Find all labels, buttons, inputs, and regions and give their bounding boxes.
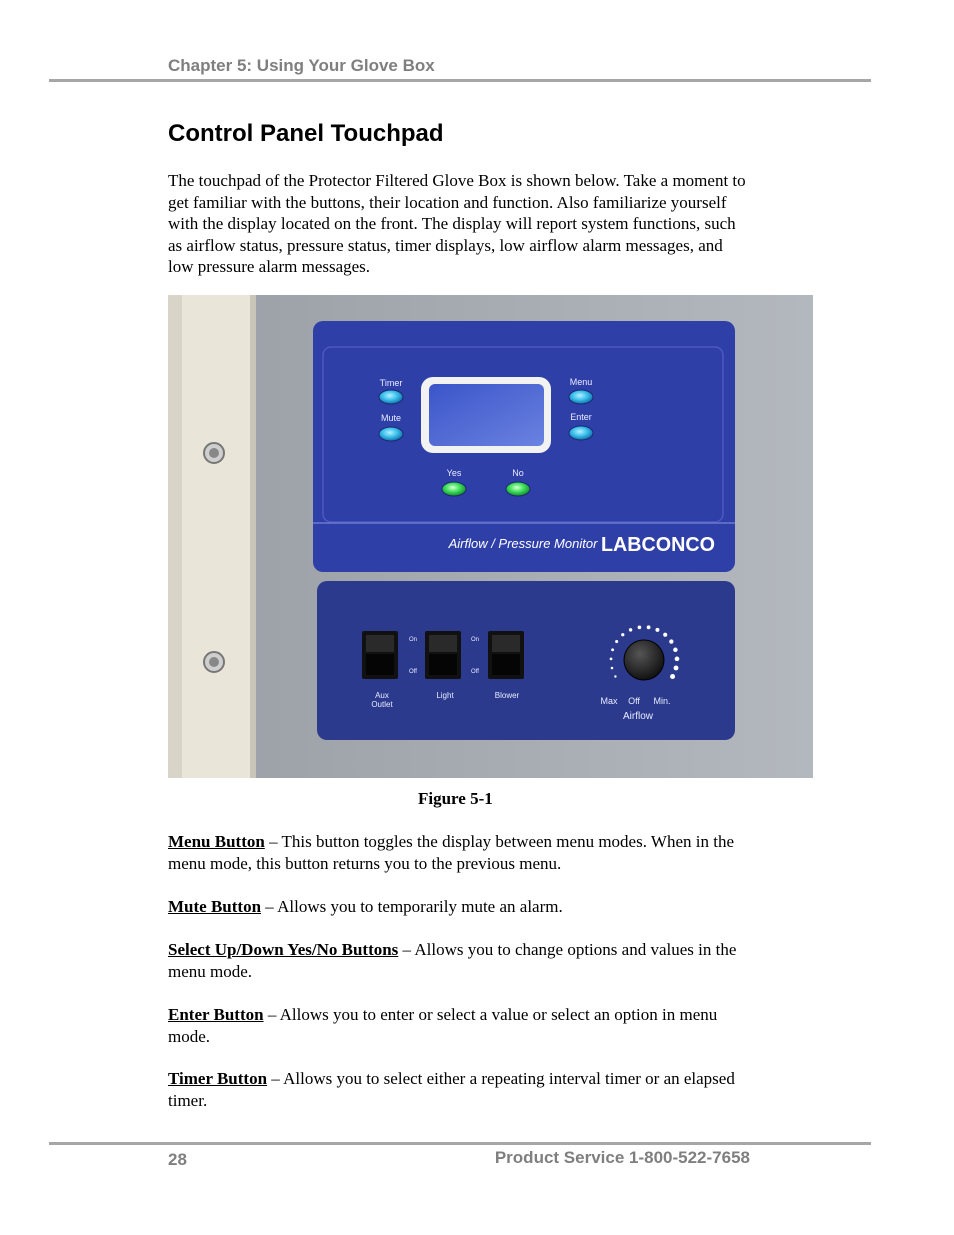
knob-off-label: Off <box>628 696 640 706</box>
airflow-knob[interactable] <box>624 640 664 680</box>
mute-button[interactable] <box>379 427 403 441</box>
scale-dot <box>647 625 651 629</box>
enter-button[interactable] <box>569 426 593 440</box>
screw-icon <box>204 652 224 672</box>
definition-text: – Allows you to change options and values in the menu mode. <box>168 940 737 981</box>
definition-term: Enter Button <box>168 1005 264 1024</box>
intro-paragraph: The touchpad of the Protector Filtered Glove Box is shown below. Take a moment to get familiar with the buttons, their location and function. Also familiarize yourself with the display located on the front. The display will report system functions, such as airflow status, pressure status, timer displays, low airflow alarm messages, and low pressure alarm messages. <box>168 171 746 276</box>
menu-button[interactable] <box>569 390 593 404</box>
definition-text: – Allows you to select either a repeating interval timer or an elapsed timer. <box>168 1069 735 1110</box>
scale-dot <box>663 633 667 637</box>
footer-rule <box>49 1142 871 1145</box>
light-off-label: Off <box>471 669 479 675</box>
definition-timer-button <box>168 1068 758 1111</box>
definition-text: – Allows you to enter or select a value or select an option in menu mode. <box>168 1005 718 1046</box>
definition-term: Mute Button <box>168 897 262 916</box>
definition-term: Timer Button <box>168 1069 268 1088</box>
definition-term: Menu Button <box>168 832 265 851</box>
aux-off-label: Off <box>409 669 417 675</box>
scale-dot <box>670 674 675 679</box>
definition-menu-button <box>168 831 758 874</box>
scale-dot <box>655 628 659 632</box>
scale-dot <box>638 626 642 630</box>
timer-label: Timer <box>379 378 403 388</box>
timer-button[interactable] <box>379 390 403 404</box>
scale-dot <box>629 628 632 631</box>
scale-dot <box>674 666 679 671</box>
definition-term: Select Up/Down Yes/No Buttons <box>168 940 399 959</box>
scale-dot <box>611 648 614 651</box>
no-button[interactable] <box>506 482 530 496</box>
scale-dot <box>611 667 614 670</box>
light-on-label: On <box>470 637 480 643</box>
knob-max-label: Max <box>600 696 618 706</box>
enter-label: Enter <box>570 412 592 422</box>
page-number: 28 <box>168 1150 187 1169</box>
definition-select-buttons <box>168 939 758 982</box>
aux-on-label: On <box>408 637 418 643</box>
header-rule <box>49 79 871 82</box>
definition-text: – Allows you to temporarily mute an alarm. <box>261 897 563 916</box>
blower-switch[interactable] <box>488 631 524 679</box>
scale-dot <box>615 640 618 643</box>
figure-caption: Figure 5-1 <box>418 789 493 808</box>
yes-button[interactable] <box>442 482 466 496</box>
no-label: No <box>512 468 524 478</box>
chapter-header: Chapter 5: Using Your Glove Box <box>168 56 435 75</box>
page-title: Control Panel Touchpad <box>168 120 444 147</box>
product-service-phone: Product Service 1-800-522-7658 <box>494 1148 750 1167</box>
scale-dot <box>610 657 613 660</box>
mute-label: Mute <box>380 413 402 423</box>
aux-label-line2: Outlet <box>371 700 393 709</box>
blower-label: Blower <box>494 691 520 700</box>
screw-icon <box>204 443 224 463</box>
menu-label: Menu <box>569 377 593 387</box>
definition-text: – This button toggles the display between menu modes. When in the menu mode, this button returns you to the previous menu. <box>168 832 734 873</box>
scale-dot <box>669 639 673 643</box>
control-panel-photo <box>168 295 813 778</box>
labconco-logo: LABCONCO <box>601 534 715 556</box>
aux-label-line1: Aux <box>375 691 389 700</box>
scale-dot <box>614 675 616 677</box>
monitor-label: Airflow / Pressure Monitor <box>448 536 598 551</box>
light-label: Light <box>436 691 454 700</box>
scale-dot <box>621 633 624 636</box>
knob-min-label: Min. <box>653 696 671 706</box>
scale-dot <box>673 648 678 653</box>
yes-label: Yes <box>446 468 462 478</box>
airflow-label: Airflow <box>622 711 654 722</box>
light-switch[interactable] <box>425 631 461 679</box>
scale-dot <box>675 657 680 662</box>
definition-mute-button <box>168 896 758 918</box>
aux-outlet-switch[interactable] <box>362 631 398 679</box>
definition-enter-button <box>168 1004 758 1047</box>
